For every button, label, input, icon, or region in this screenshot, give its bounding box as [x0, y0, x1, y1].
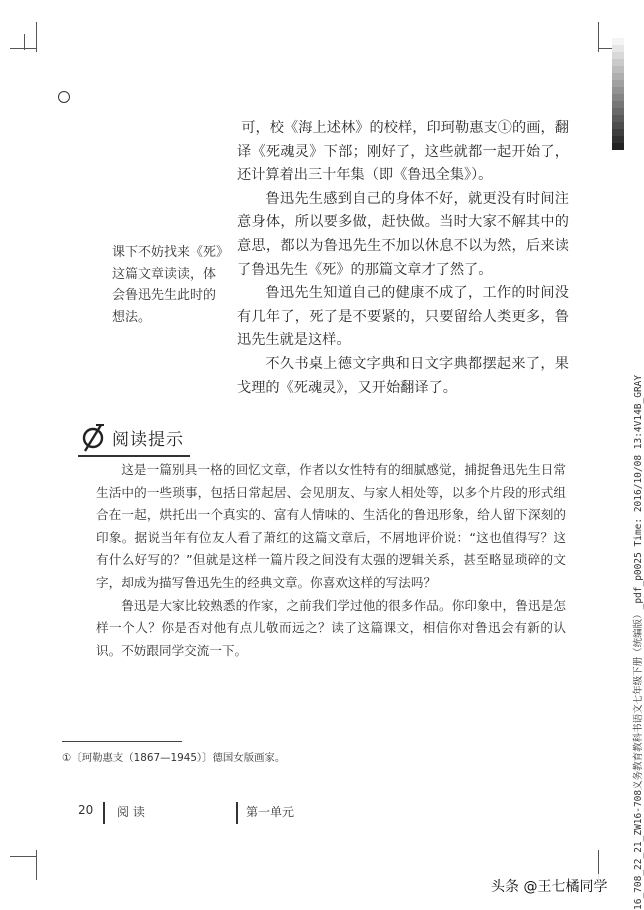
hint-paragraph: 鲁迅是大家比较熟悉的作家，之前我们学过他的很多作品。你印象中，鲁迅是怎样一个人？你是否对他有点儿敬而远之？读了这篇课文，相信你对鲁迅会有新的认识。不妨跟同学交流一下。	[96, 597, 566, 658]
body-paragraph: 可，校《海上述林》的校样，印珂勒惠支①的画，翻译《死魂灵》下部；刚好了，这些就都一起开始了，还计算着出三十年集（即《鲁迅全集》）。	[237, 120, 569, 184]
footnote-divider	[62, 741, 182, 742]
smile-icon	[58, 91, 70, 103]
crop-mark	[36, 22, 37, 52]
crop-mark	[36, 850, 37, 880]
footer-divider	[236, 802, 238, 824]
watermark: 头条 @王七橘同学	[487, 874, 611, 898]
footer-section-label: 阅 读	[117, 805, 145, 819]
reading-hint-text	[96, 459, 566, 662]
print-info: 16_708_22_21_ZW16-708义务教育教科书语文七年级下册（统编版）_pdf_p0025 Time: 2016/10/08 13:4V14B_GRAY	[633, 374, 644, 910]
reading-hint-icon	[80, 422, 106, 452]
body-paragraph: 鲁迅先生感到自己的身体不好，就更没有时间注意身体，所以要多做，赶快做。当时大家不解其中的意思，都以为鲁迅先生不加以休息不以为然，后来读了鲁迅先生《死》的那篇文章才了然了。	[237, 190, 569, 278]
page-number: 20	[78, 803, 94, 817]
gray-scale-strip	[612, 38, 624, 150]
section-underline	[78, 455, 190, 457]
footnote: ①〔珂勒惠支（1867—1945）〕德国女版画家。	[62, 752, 286, 764]
hint-paragraph: 这是一篇别具一格的回忆文章，作者以女性特有的细腻感觉，捕捉鲁迅先生日常生活中的一些琐事，包括日常起居、会见朋友、与家人相处等，以多个片段的形式组合在一起，烘托出一个真实的、富有人情味的、生活化的鲁迅形象，给人留下深刻的印象。据说当年有位友人看了萧红的这篇文章后，不屑地评价说：“这也值得写？这有什么好写的？”但就是这样一篇片段之间没有太强的逻辑关系，甚至略显琐碎的文字，却成为描写鲁迅先生的经典文章。你喜欢这样的写法吗？	[96, 462, 566, 590]
section-title: 阅读提示	[112, 430, 184, 450]
body-paragraph: 不久书桌上德文字典和日文字典都摆起来了，果戈理的《死魂灵》，又开始翻译了。	[237, 355, 569, 396]
crop-mark	[10, 856, 36, 857]
side-note: 课下不妨找来《死》这篇文章读读，体会鲁迅先生此时的想法。	[112, 245, 223, 325]
body-paragraph: 鲁迅先生知道自己的健康不成了，工作的时间没有几年了，死了是不要紧的，只要留给人类更多，鲁迅先生就是这样。	[237, 285, 569, 349]
crop-mark	[10, 48, 36, 49]
body-text	[237, 117, 569, 400]
footer-divider	[103, 802, 105, 824]
footer-unit-label: 第一单元	[246, 805, 295, 819]
crop-mark	[24, 34, 25, 50]
